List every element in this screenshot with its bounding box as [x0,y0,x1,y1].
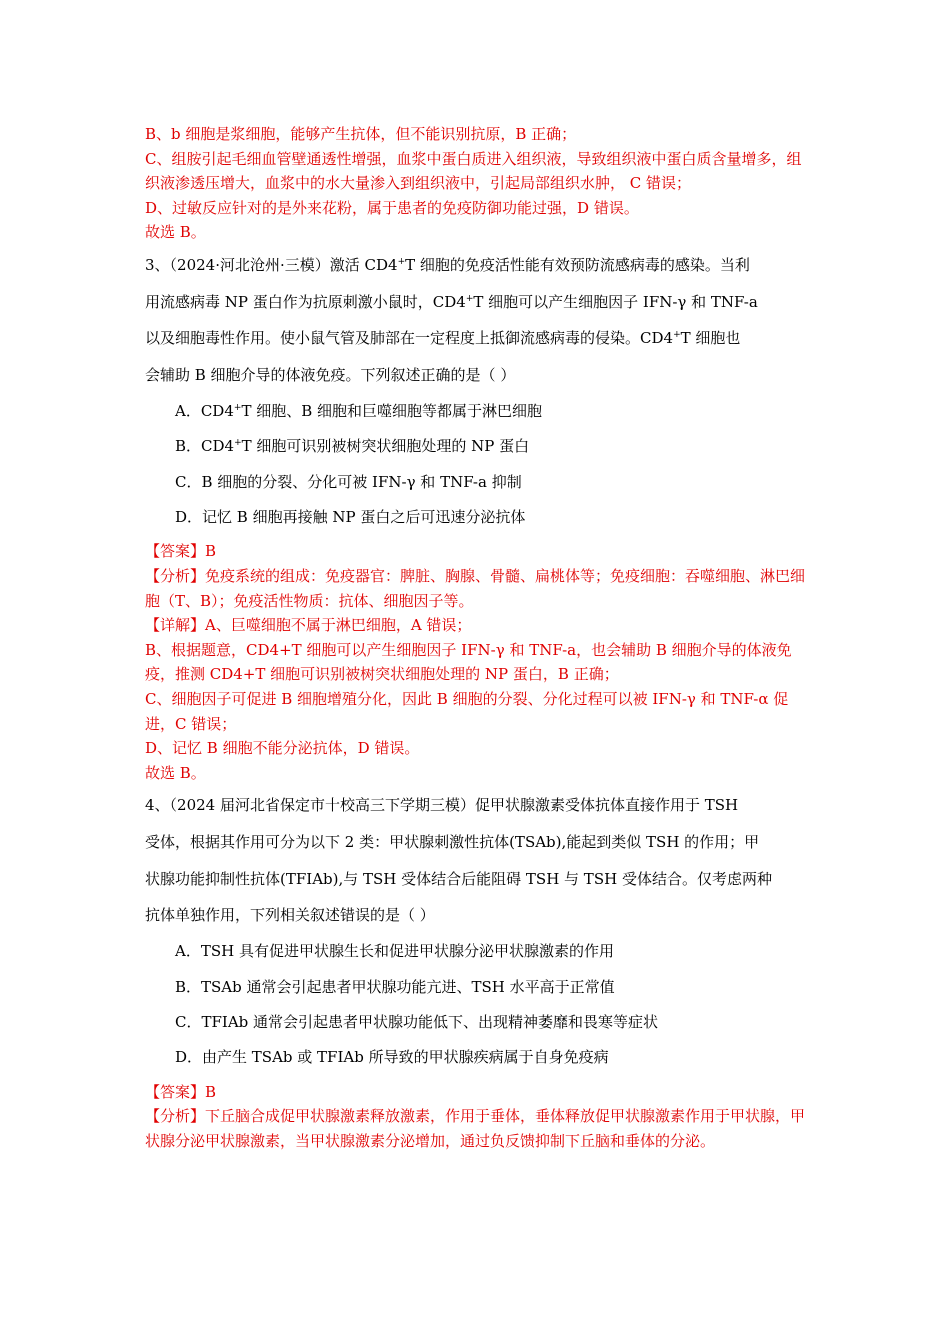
detail-text: 故选 B。 [145,763,206,782]
analysis-text: 【分析】下丘脑合成促甲状腺激素释放激素，作用于垂体，垂体释放促甲状腺激素作用于甲状腺，甲状腺分泌甲状腺激素，当甲状腺激素分泌增加，通过负反馈抑制下丘脑和垂体的分泌。 [145,1107,806,1150]
analysis-text: 【分析】免疫系统的组成：免疫器官：脾脏、胸腺、骨髓、扁桃体等；免疫细胞：吞噬细胞、淋巴细胞（T、B）；免疫活性物质：抗体、细胞因子等。 [145,567,806,610]
answer-3-block [145,539,808,785]
answer-label: 【答案】B [145,1082,217,1101]
detail-text: C、细胞因子可促进 B 细胞增殖分化，因此 B 细胞的分裂、分化过程可以被 IFN-γ 和 TNF-α 促进，C 错误； [145,689,789,733]
question-4-line-1: 4、（2024 届河北省保定市十校高三下学期三模）促甲状腺激素受体抗体直接作用于 TSH [145,796,739,815]
question-3-line-4: 会辅助 B 细胞介导的体液免疫。下列叙述正确的是（ ） [145,366,516,385]
answer-line: 故选 B。 [145,223,206,242]
question-3-line-1: 3、（2024·河北沧州·三模）激活 CD4+T 细胞的免疫活性能有效预防流感病毒的感染。当利 [145,255,750,274]
answer-4-block [145,1080,808,1154]
option-d: D．由产生 TSAb 或 TFIAb 所导致的甲状腺疾病属于自身免疫病 [175,1048,609,1067]
option-d: D．记忆 B 细胞再接触 NP 蛋白之后可迅速分泌抗体 [175,508,526,526]
answer-line: B、b 细胞是浆细胞，能够产生抗体，但不能识别抗原，B 正确； [145,125,577,143]
document-page [145,122,808,1154]
previous-answer-block [145,122,808,245]
detail-text: 【详解】A、巨噬细胞不属于淋巴细胞，A 错误； [145,616,472,635]
question-3 [145,247,808,535]
option-b: B．TSAb 通常会引起患者甲状腺功能亢进、TSH 水平高于正常值 [175,977,615,996]
option-a: A．TSH 具有促进甲状腺生长和促进甲状腺分泌甲状腺激素的作用 [175,942,614,961]
answer-line: D、过敏反应针对的是外来花粉，属于患者的免疫防御功能过强，D 错误。 [145,198,639,217]
question-3-line-2: 用流感病毒 NP 蛋白作为抗原刺激小鼠时，CD4+T 细胞可以产生细胞因子 IFN-γ 和 TNF-a [145,292,758,311]
detail-text: B、根据题意，CD4+T 细胞可以产生细胞因子 IFN-γ 和 TNF-a，也会辅助 B 细胞介导的体液免疫，推测 CD4+T 细胞可识别被树突状细胞处理的 NP 蛋白，B 正确； [145,640,792,684]
question-4-line-3: 状腺功能抑制性抗体(TFIAb),与 TSH 受体结合后能阻碍 TSH 与 TSH 受体结合。仅考虑两种 [145,869,772,888]
answer-label: 【答案】B [145,542,217,561]
option-a: A．CD4+T 细胞、B 细胞和巨噬细胞等都属于淋巴细胞 [175,401,543,420]
question-4 [145,787,808,1075]
question-4-line-4: 抗体单独作用，下列相关叙述错误的是（ ） [145,906,435,925]
question-4-line-2: 受体，根据其作用可分为以下 2 类：甲状腺刺激性抗体(TSAb),能起到类似 TSH 的作用；甲 [145,833,760,852]
option-b: B．CD4+T 细胞可识别被树突状细胞处理的 NP 蛋白 [175,437,530,456]
question-3-line-3: 以及细胞毒性作用。使小鼠气管及肺部在一定程度上抵御流感病毒的侵染。CD4+T 细胞也 [145,329,741,348]
option-c: C．B 细胞的分裂、分化可被 IFN-γ 和 TNF-a 抑制 [175,472,522,491]
option-c: C．TFIAb 通常会引起患者甲状腺功能低下、出现精神萎靡和畏寒等症状 [175,1012,659,1031]
detail-text: D、记忆 B 细胞不能分泌抗体，D 错误。 [145,739,420,758]
answer-line: C、组胺引起毛细血管壁通透性增强，血浆中蛋白质进入组织液，导致组织液中蛋白质含量增多，组织液渗透压增大，血浆中的水大量渗入到组织液中，引起局部组织水肿， C 错误； [145,149,802,193]
